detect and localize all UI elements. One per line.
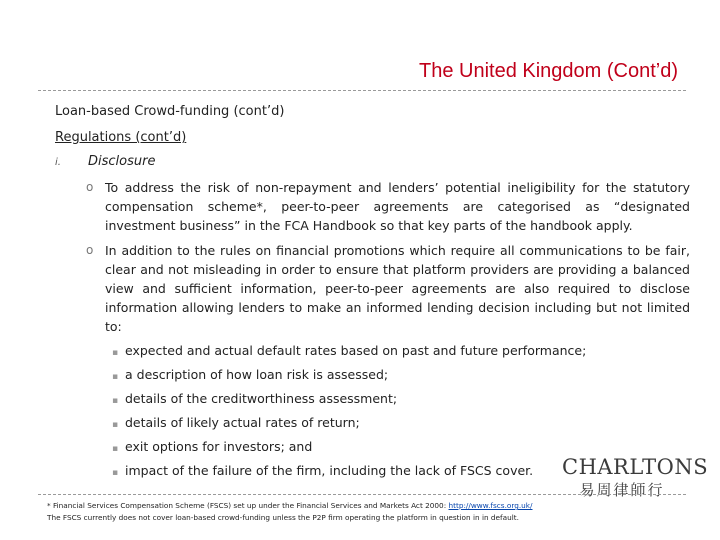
header-divider: [38, 90, 686, 91]
section-subheading: Regulations (cont’d): [55, 130, 187, 145]
list-item: [112, 415, 360, 430]
paragraph-text: In addition to the rules on financial promotions which require all communications to be fair, clear and not misleading in order to ensure that platform providers are providing a balanced view and sufficient information, peer-to-peer agreements are also required to disclose information allowing lenders to make an informed lending decision including but not limited to:: [105, 243, 690, 334]
paragraph: [86, 241, 690, 336]
list-item: [112, 367, 388, 382]
list-item: [112, 391, 397, 406]
square-bullet-icon: ▪: [112, 396, 119, 406]
square-bullet-icon: ▪: [112, 348, 119, 358]
footer-divider: [38, 494, 686, 495]
list-item: [112, 343, 586, 358]
circle-bullet-icon: o: [86, 180, 94, 194]
square-bullet-icon: ▪: [112, 468, 119, 478]
list-item: [112, 463, 533, 478]
footnote: The FSCS currently does not cover loan-based crowd-funding unless the P2P firm operating the platform in question in in default.: [47, 513, 519, 522]
item-title: Disclosure: [88, 154, 156, 169]
list-item-text: details of likely actual rates of return;: [125, 415, 360, 430]
charltons-logo: [562, 455, 709, 499]
list-item-text: a description of how loan risk is assessed;: [125, 367, 389, 382]
footnote: [47, 501, 533, 510]
square-bullet-icon: ▪: [112, 444, 119, 454]
paragraph: [86, 178, 690, 235]
logo-chinese: 易周律師行: [579, 481, 665, 499]
square-bullet-icon: ▪: [112, 372, 119, 382]
list-item-text: exit options for investors; and: [125, 439, 313, 454]
list-item-text: expected and actual default rates based on past and future performance;: [125, 343, 587, 358]
page-title: The United Kingdom (Cont’d): [418, 60, 678, 82]
fscs-link[interactable]: http://www.fscs.org.uk/: [448, 501, 533, 510]
list-item-text: impact of the failure of the firm, including the lack of FSCS cover.: [125, 463, 534, 478]
paragraph-text: To address the risk of non-repayment and lenders’ potential ineligibility for the statutory compensation scheme*, peer-to-peer agreements are categorised as “designated investment business” in the FCA Handbook so that key parts of the handbook apply.: [105, 180, 690, 233]
footnote-text: * Financial Services Compensation Scheme (FSCS) set up under the Financial Services and Markets Act 2000:: [47, 501, 449, 510]
logo-english: CHARLTONS: [562, 455, 709, 479]
list-item: [112, 439, 312, 454]
item-number: i.: [55, 157, 61, 168]
list-item-text: details of the creditworthiness assessment;: [125, 391, 398, 406]
section-heading: Loan-based Crowd-funding (cont’d): [55, 104, 285, 119]
square-bullet-icon: ▪: [112, 420, 119, 430]
circle-bullet-icon: o: [86, 243, 94, 257]
